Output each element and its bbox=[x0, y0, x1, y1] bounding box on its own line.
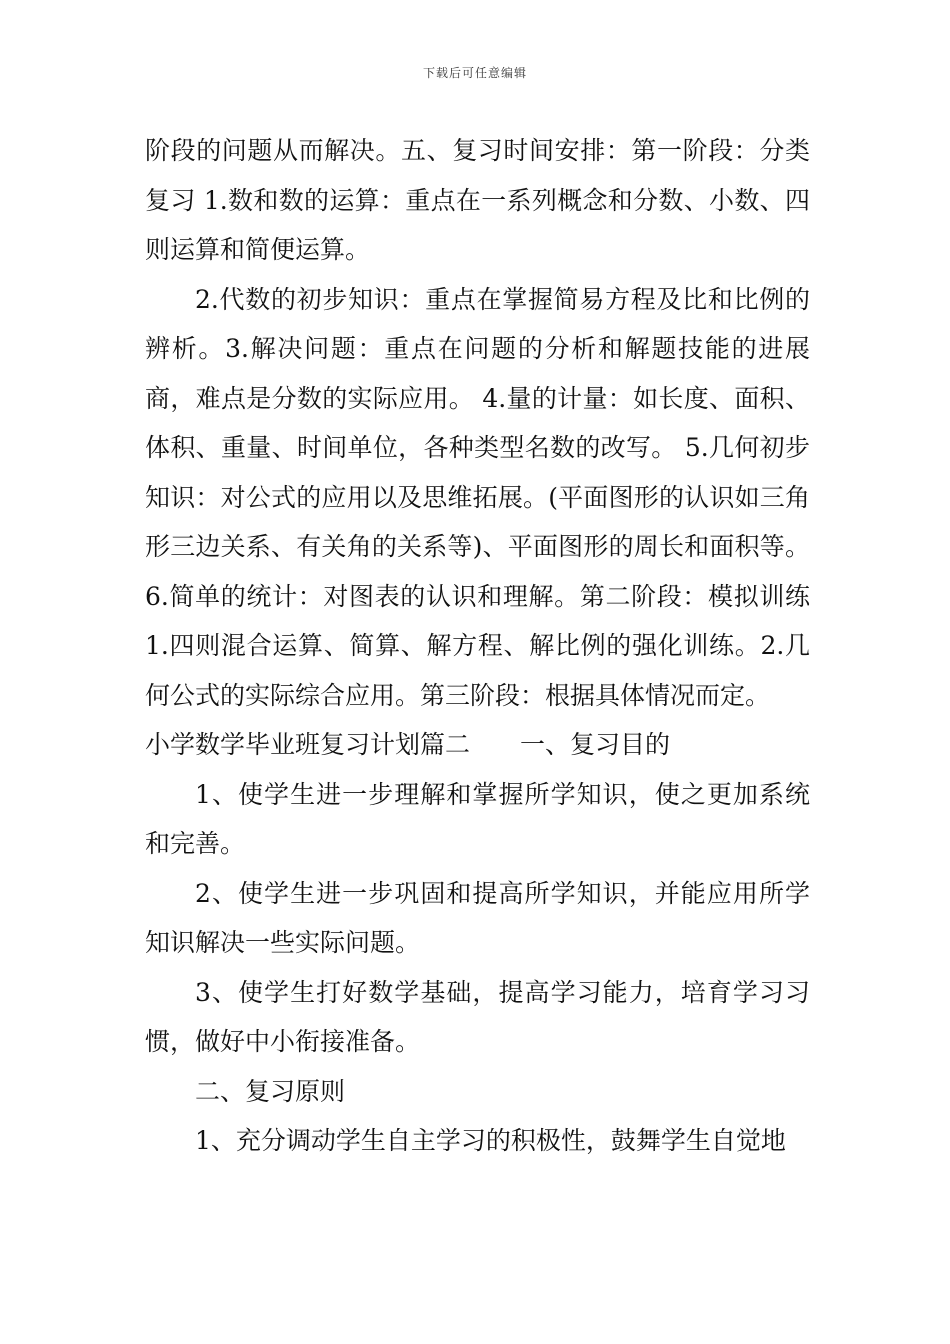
paragraph-goal-1: 1、使学生进一步理解和掌握所学知识，使之更加系统和完善。 bbox=[145, 779, 810, 858]
paragraph-goal-2: 2、使学生进一步巩固和提高所学知识，并能应用所学知识解决一些实际问题。 bbox=[145, 878, 810, 957]
paragraph-2: 2.代数的初步知识：重点在掌握简易方程及比和比例的辨析。3.解决问题：重点在问题的分析和解题技能的进展商，难点是分数的实际应用。 4.量的计量：如长度、面积、体积、重量、时间单位，各种类型名数的改写。 5.几何初步知识：对公式的应用以及思维拓展。(平面图形的认识如三角形三边关系、有关角的关系等)、平面图形的周长和面积等。 6.简单的统计：对图表的认识和理解。第二阶段：模拟训练 1.四则混合运算、简算、解方程、解比例的强化训练。2.几何公式的实际综合应用。第三阶段：根据具体情况而定。 bbox=[145, 284, 810, 710]
page-header: 下载后可任意编辑 bbox=[422, 66, 527, 80]
paragraph-goal-3: 3、使学生打好数学基础，提高学习能力，培育学习习惯，做好中小衔接准备。 bbox=[145, 977, 810, 1056]
document-body bbox=[145, 126, 810, 1166]
paragraph-principle-1: 1、充分调动学生自主学习的积极性，鼓舞学生自觉地 bbox=[195, 1126, 786, 1155]
section-heading-principles: 二、复习原则 bbox=[195, 1076, 346, 1106]
paragraph-1: 阶段的问题从而解决。五、复习时间安排：第一阶段：分类复习 1.数和数的运算：重点在一系列概念和分数、小数、四则运算和简便运算。 bbox=[145, 136, 810, 264]
section-heading-review-plan-2: 小学数学毕业班复习计划篇二 一、复习目的 bbox=[145, 730, 671, 759]
